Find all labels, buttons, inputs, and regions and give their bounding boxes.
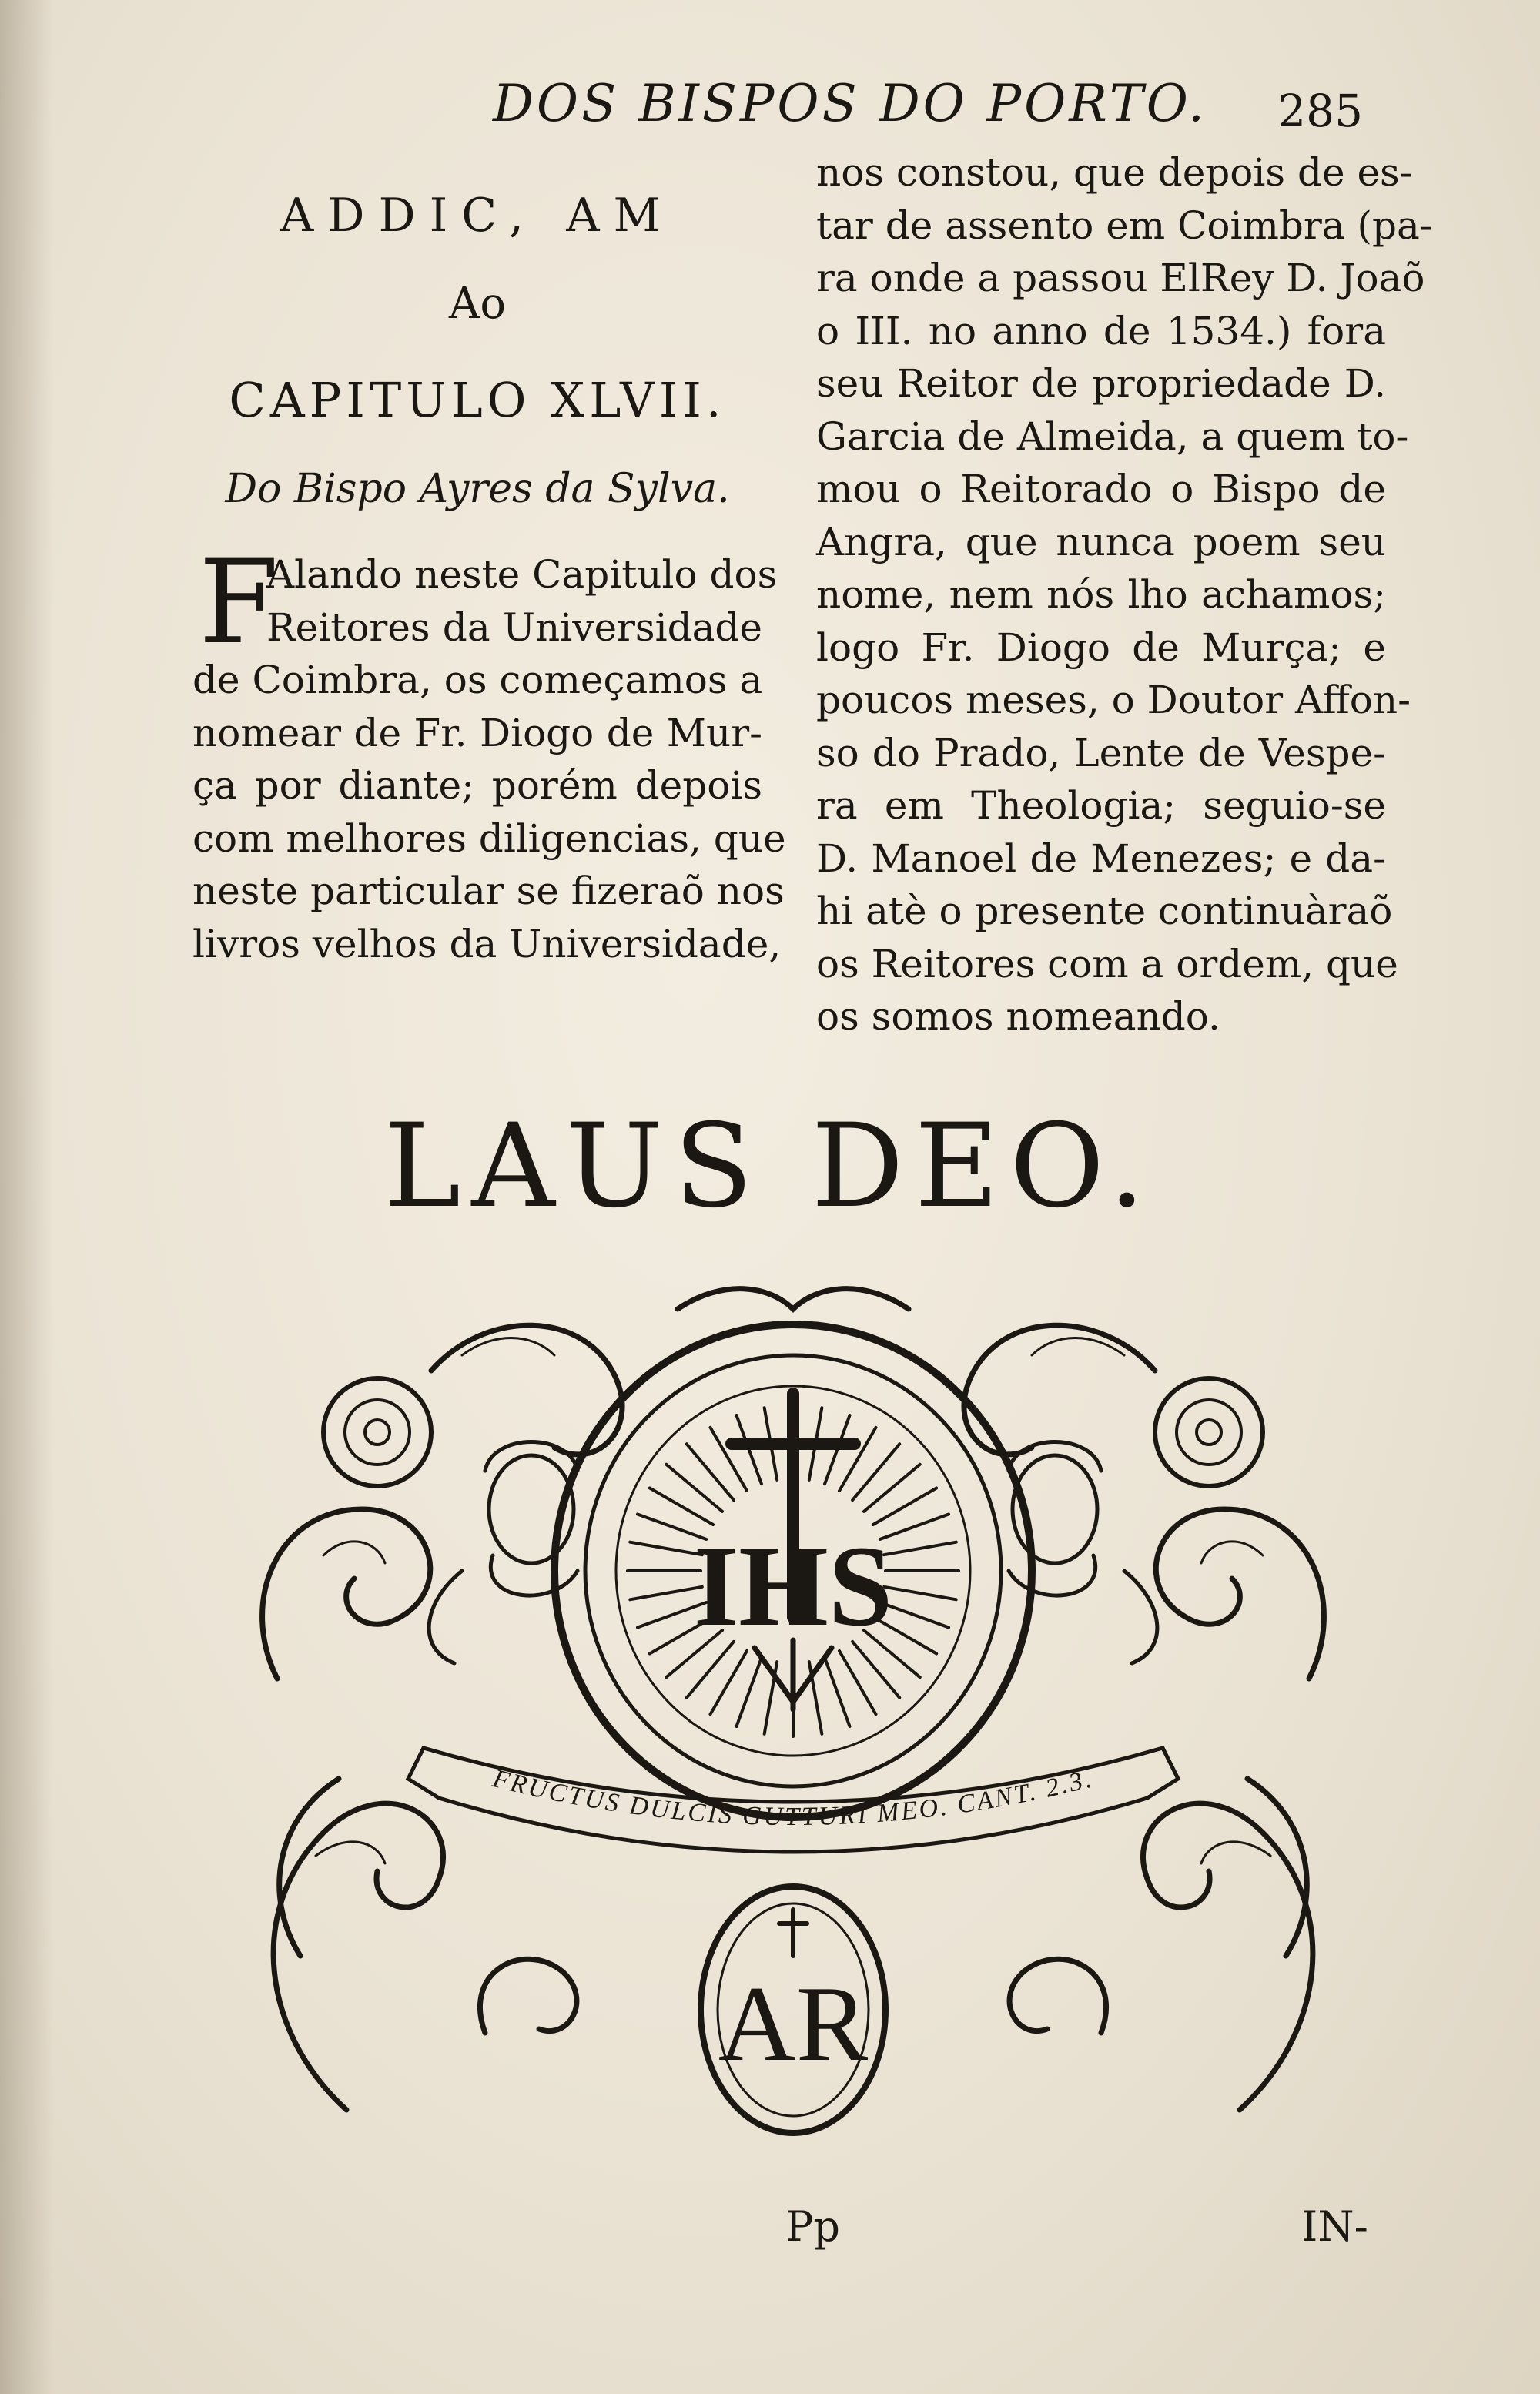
- sun-ray: [711, 1651, 748, 1714]
- text-line: poucos meses, o Doutor Affon-: [816, 678, 1411, 722]
- text-line: seu Reitor de propriedade D.: [816, 361, 1386, 406]
- addicam-heading: ADDIC, AM: [280, 189, 675, 243]
- text-line: ra em Theologia; seguio-se: [816, 783, 1386, 828]
- right-body-text: [816, 146, 1433, 1043]
- text-line: os Reitores com a ordem, que: [816, 941, 1398, 986]
- ribbon-motto-text: [489, 1764, 1096, 1831]
- sun-ray: [839, 1651, 876, 1714]
- text-line: o III. no anno de 1534.) fora: [816, 308, 1386, 353]
- sun-ray: [884, 1542, 956, 1555]
- running-title: DOS BISPOS DO PORTO.: [493, 74, 1208, 133]
- catchword: IN-: [1301, 2202, 1368, 2251]
- ihs-monogram: IHS: [693, 1522, 893, 1650]
- text-line: com melhores diligencias, que: [192, 815, 786, 861]
- text-line: nome, nem nós lho achamos;: [816, 572, 1386, 617]
- page-number: 285: [1277, 85, 1363, 137]
- right-column: [816, 146, 1433, 1043]
- ao-heading: Ao: [448, 279, 507, 329]
- text-line: Garcia de Almeida, a quem to-: [816, 414, 1409, 459]
- sun-ray: [825, 1658, 849, 1726]
- text-line: hi atè o presente continuàraõ: [816, 889, 1393, 933]
- text-line: mou o Reitorado o Bispo de: [816, 467, 1386, 511]
- sun-ray: [852, 1444, 899, 1500]
- page-header: [493, 74, 1363, 143]
- rose-right: [1155, 1378, 1263, 1486]
- text-line: nomear de Fr. Diogo de Mur-: [192, 710, 762, 755]
- sun-ray: [711, 1428, 748, 1491]
- text-line: os somos nomeando.: [816, 994, 1220, 1039]
- text-line: neste particular se fizeraõ nos: [192, 869, 785, 913]
- sun-ray: [864, 1465, 920, 1512]
- text-line: Alando neste Capitulo dos: [266, 552, 778, 597]
- sun-ray: [666, 1465, 722, 1512]
- sun-ray: [873, 1488, 936, 1525]
- chapter-subtitle: Do Bispo Ayres da Sylva.: [225, 466, 730, 512]
- sun-ray: [650, 1488, 713, 1525]
- text-line: ça por diante; porém depois: [192, 763, 762, 808]
- chapter-heading: CAPITULO XLVII.: [229, 372, 726, 428]
- ar-monogram: AR: [718, 1964, 869, 2084]
- sun-ray: [630, 1587, 702, 1599]
- nails-icon: [755, 1640, 832, 1709]
- text-line: ra onde a passou ElRey D. Joaõ: [816, 256, 1425, 300]
- text-line: nos constou, que depois de es-: [816, 150, 1413, 195]
- ribbon-motto-path: FRUCTUS DULCIS GUTTURI MEO. CANT. 2.3.: [490, 1764, 1096, 1832]
- sun-ray: [736, 1658, 761, 1726]
- text-line: livros velhos da Universidade,: [192, 921, 782, 966]
- sun-ray: [630, 1542, 702, 1555]
- sun-ray: [687, 1444, 734, 1500]
- rose-left: [323, 1378, 431, 1486]
- drop-cap: F: [199, 536, 280, 670]
- left-column: [192, 162, 786, 970]
- text-line: de Coimbra, os começamos a: [192, 658, 763, 702]
- text-line: D. Manoel de Menezes; e da-: [816, 835, 1386, 881]
- text-line: tar de assento em Coimbra (pa-: [816, 203, 1433, 248]
- left-body-text: [192, 536, 786, 970]
- signature-mark: Pp: [785, 2202, 840, 2251]
- sun-ray: [839, 1428, 876, 1491]
- laus-deo-heading: LAUS DEO.: [383, 1100, 1157, 1234]
- text-line: so do Prado, Lente de Vespe-: [816, 730, 1386, 775]
- text-line: Reitores da Universidade: [266, 604, 762, 650]
- text-line: Angra, que nunca poem seu: [816, 519, 1386, 564]
- text-line: logo Fr. Diogo de Murça; e: [816, 624, 1386, 670]
- sun-ray: [884, 1587, 956, 1599]
- jesuit-ornament-vignette: [231, 1278, 1355, 2171]
